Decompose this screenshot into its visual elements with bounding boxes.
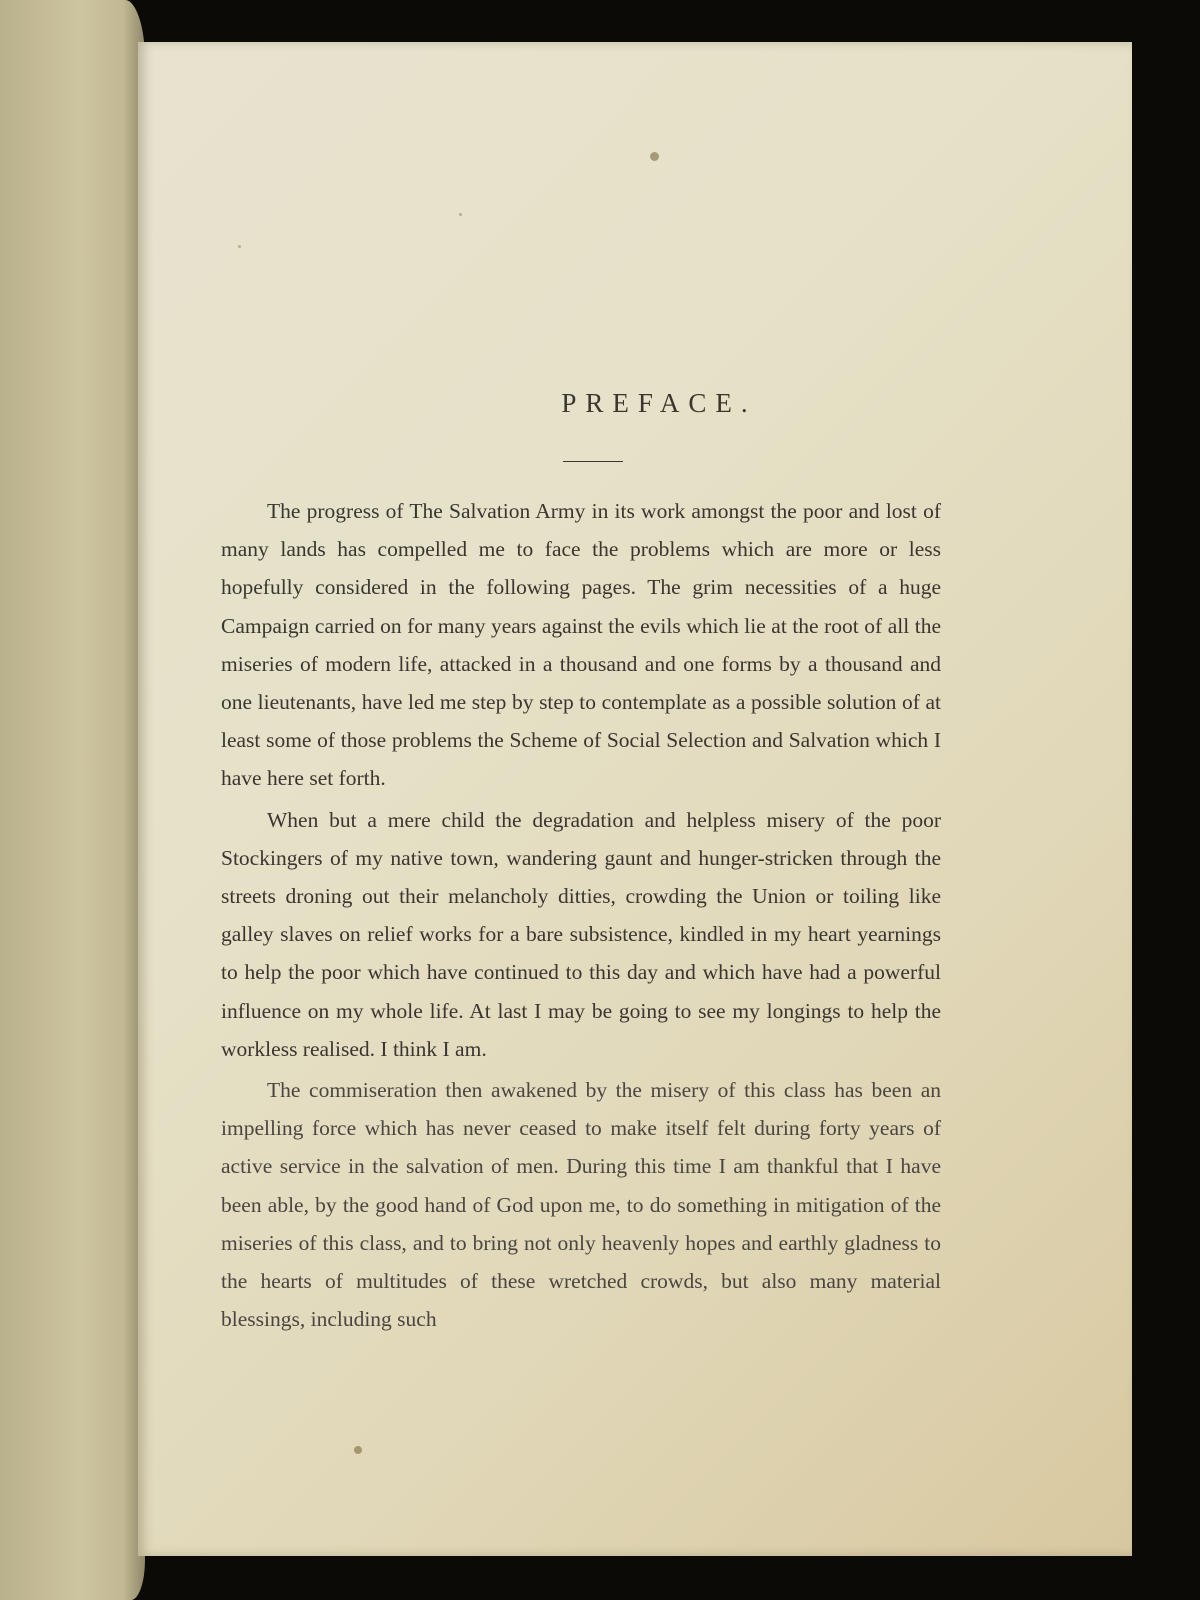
paper-speck xyxy=(238,245,241,248)
paragraph: When but a mere child the degradation and helpless misery of the poor Stockingers of my native town, wandering gaunt and hunger-stricken through the streets droning out their melancholy ditties, crowding the Union or toiling like galley slaves on relief works for a bare subsistence, kindled in my heart yearnings to help the poor which have continued to this day and which have had a powerful influence on my whole life. At last I may be going to see my longings to help the workless realised. I think I am. xyxy=(221,807,941,1061)
book-page xyxy=(138,42,1132,1556)
left-page-edge xyxy=(0,0,145,1600)
title-rule xyxy=(563,461,623,462)
paragraph: The commiseration then awakened by the misery of this class has been an impelling force which has never ceased to make itself felt during forty years of active service in the salvation of men. During this time I am thankful that I have been able, by the good hand of God upon me, to do something in mitigation of the miseries of this class, and to bring not only heavenly hopes and earthly gladness to the hearts of multitudes of these wretched crowds, but also many material blessings, including such xyxy=(221,1078,941,1332)
preface-body xyxy=(221,492,941,1341)
paper-speck xyxy=(459,213,462,216)
paragraph: The progress of The Salvation Army in its work amongst the poor and lost of many lands has compelled me to face the problems which are more or less hopefully considered in the following pages. The grim necessities of a huge Campaign carried on for many years against the evils which lie at the root of all the miseries of modern life, attacked in a thousand and one forms by a thousand and one lieutenants, have led me step by step to contemplate as a possible solution of at least some of those problems the Scheme of Social Selection and Salvation which I have here set forth. xyxy=(221,499,941,791)
page-title: PREFACE. xyxy=(561,388,757,418)
paper-speck xyxy=(650,152,659,161)
paper-speck xyxy=(354,1446,362,1454)
